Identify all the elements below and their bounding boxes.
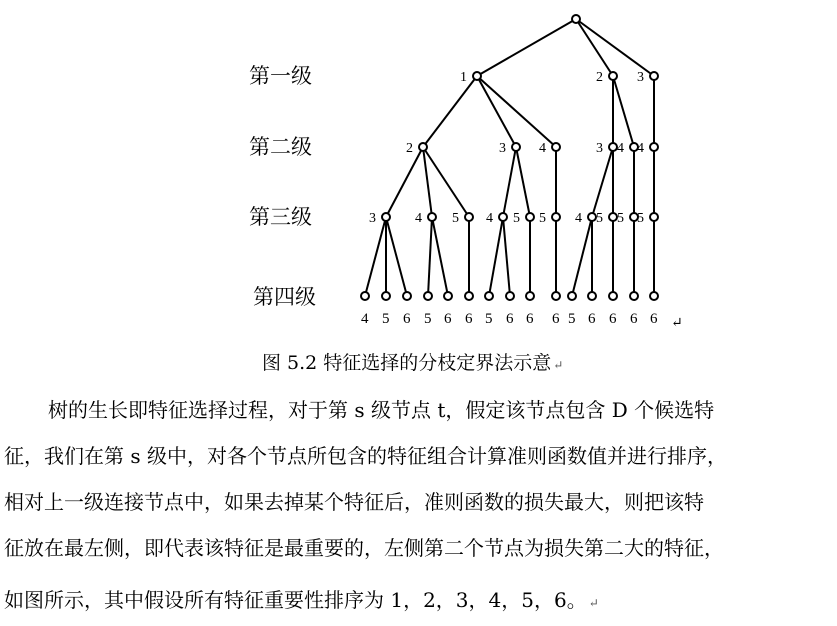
tree-label-l3-7: 5 [596,211,603,226]
tree-leaf-2 [403,292,411,300]
tree-label-l1-0: 1 [460,70,467,85]
edge-l1-l2-2 [477,76,556,147]
tree-leaf-label-1: 5 [382,311,390,327]
edge-l3-l4-2 [386,217,407,296]
figure-caption-text: 图 5.2 特征选择的分枝定界法示意 [262,352,552,374]
tree-leaf-14 [650,292,658,300]
edge-l2-l3-6 [592,147,613,217]
tree-leaf-label-6: 5 [485,311,493,327]
tree-return-mark-icon: ↵ [671,316,683,331]
tree-leaf-4 [444,292,452,300]
tree-leaf-1 [382,292,390,300]
tree-leaf-9 [552,292,560,300]
paragraph-line-3: 相对上一级连接节点中，如果去掉某个特征后，准则函数的损失最大，则把该特 [4,490,704,514]
tree-node-l3-1 [428,213,436,221]
tree-root-node [572,15,580,23]
tree-label-l3-3: 4 [486,211,493,226]
tree-label-l3-0: 3 [369,211,376,226]
tree-leaf-8 [526,292,534,300]
tree-leaf-7 [506,292,514,300]
tree-label-l2-4: 4 [617,141,624,156]
tree-leaf-label-2: 6 [403,311,411,327]
tree-node-l2-2 [552,143,560,151]
tree-node-l1-1 [609,72,617,80]
tree-label-l2-2: 4 [539,141,546,156]
tree-label-l3-5: 5 [539,211,546,226]
tree-node-l1-2 [650,72,658,80]
figure-caption [262,350,563,378]
tree-leaf-label-11: 6 [588,311,596,327]
tree-node-l2-1 [512,143,520,151]
tree-node-l3-9 [650,213,658,221]
tree-label-l3-2: 5 [452,211,459,226]
tree-node-l3-5 [552,213,560,221]
paragraph-line-1: 树的生长即特征选择过程，对于第 s 级节点 t，假定该节点包含 D 个候选特 [48,398,715,422]
tree-leaf-label-12: 6 [609,311,617,327]
edge-l2-l3-3 [503,147,516,217]
edge-l1-l2-1 [477,76,516,147]
tree-node-l3-4 [526,213,534,221]
tree-leaf-label-10: 5 [568,311,576,327]
tree-node-l3-0 [382,213,390,221]
tree-leaf-label-3: 5 [424,311,432,327]
tree-label-l1-2: 3 [637,70,644,85]
edge-l3-l4-3 [428,217,432,296]
tree-leaf-12 [609,292,617,300]
tree-leaf-label-14: 6 [650,311,658,327]
paragraph-line-5-text: 如图所示，其中假设所有特征重要性排序为 1，2，3，4，5，6。 [4,588,587,612]
tree-leaf-0 [361,292,369,300]
tree-label-l3-6: 4 [575,211,582,226]
tree-leaf-label-13: 6 [630,311,638,327]
tree-node-l3-6 [588,213,596,221]
tree-label-l2-3: 3 [596,141,603,156]
edge-l3-l4-7 [503,217,510,296]
tree-node-l3-3 [499,213,507,221]
tree-label-l2-5: 4 [637,141,644,156]
edge-l3-l4-4 [432,217,448,296]
tree-label-l3-9: 5 [637,211,644,226]
level-label-2: 第二级 [249,135,312,159]
tree-leaf-label-8: 6 [526,311,534,327]
edge-root-l1-1 [576,19,613,76]
tree-leaf-3 [424,292,432,300]
tree-leaf-13 [630,292,638,300]
tree-node-l3-7 [609,213,617,221]
tree-leaf-11 [588,292,596,300]
tree-node-l2-5 [650,143,658,151]
return-mark-icon: ↵ [553,358,564,372]
edge-l3-l4-9 [572,217,592,296]
tree-label-l1-1: 2 [596,70,603,85]
tree-leaf-10 [568,292,576,300]
tree-leaf-6 [485,292,493,300]
tree-leaf-5 [465,292,473,300]
tree-leaf-label-7: 6 [506,311,514,327]
edge-root-l1-2 [576,19,654,76]
tree-label-l3-1: 4 [415,211,422,226]
tree-leaf-label-4: 6 [444,311,452,327]
tree-node-l1-0 [473,72,481,80]
paragraph-line-2: 征，我们在第 s 级中，对各个节点所包含的特征组合计算准则函数值并进行排序， [4,444,727,468]
tree-leaf-label-9: 6 [552,311,560,327]
edge-root-l1-0 [477,19,576,76]
level-label-4: 第四级 [253,285,316,309]
edge-l3-l4-0 [365,217,386,296]
return-mark-icon: ↵ [588,596,599,610]
tree-label-l2-0: 2 [406,141,413,156]
edge-l1-l2-4 [613,76,634,147]
edge-l1-l2-0 [423,76,477,147]
paragraph-line-5 [4,585,834,618]
tree-label-l3-8: 5 [617,211,624,226]
tree-node-l2-3 [609,143,617,151]
edge-l2-l3-0 [386,147,423,217]
paragraph-line-4: 征放在最左侧，即代表该特征是最重要的，左侧第二个节点为损失第二大的特征， [4,536,724,560]
tree-label-l3-4: 5 [513,211,520,226]
tree-node-l3-2 [465,213,473,221]
level-label-3: 第三级 [249,205,312,229]
tree-label-l2-1: 3 [499,141,506,156]
tree-leaf-label-5: 6 [465,311,473,327]
tree-leaf-label-0: 4 [361,311,369,327]
level-label-1: 第一级 [249,64,312,88]
tree-node-l2-0 [419,143,427,151]
edge-l2-l3-4 [516,147,530,217]
edge-l3-l4-6 [489,217,503,296]
